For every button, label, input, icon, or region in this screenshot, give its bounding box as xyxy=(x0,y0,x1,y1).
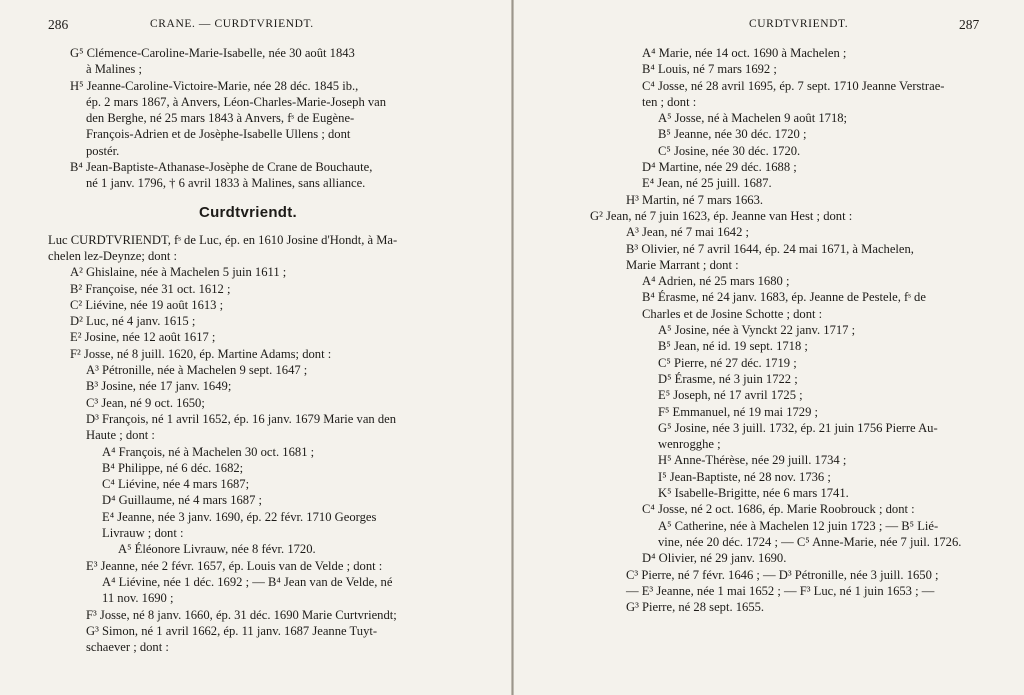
text-line: H³ Martin, né 7 mars 1663. xyxy=(626,192,764,207)
text-line: — E³ Jeanne, née 1 mai 1652 ; — F³ Luc, né 1 juin 1653 ; — xyxy=(626,583,935,598)
text-line: F² Josse, né 8 juill. 1620, ép. Martine Adams; dont : xyxy=(70,346,332,361)
text-line: 11 nov. 1690 ; xyxy=(102,591,174,606)
text-line: François-Adrien et de Josèphe-Isabelle Ullens ; dont xyxy=(86,127,351,142)
page-number: 287 xyxy=(959,17,980,32)
text-line: C⁴ Josse, né 28 avril 1695, ép. 7 sept. 1710 Jeanne Verstrae- xyxy=(642,78,945,93)
right-page xyxy=(514,0,1024,695)
right-page-text xyxy=(590,45,984,615)
text-line: C⁵ Josine, née 30 déc. 1720. xyxy=(658,143,801,158)
text-line: G³ Simon, né 1 avril 1662, ép. 11 janv. 1687 Jeanne Tuyt- xyxy=(86,623,378,638)
text-line: F³ Josse, né 8 janv. 1660, ép. 31 déc. 1690 Marie Curtvriendt; xyxy=(86,607,397,622)
text-line: A⁵ Josine, née à Vynckt 22 janv. 1717 ; xyxy=(658,323,856,338)
text-line: A⁵ Éléonore Livrauw, née 8 févr. 1720. xyxy=(118,542,316,557)
text-line: E² Josine, née 12 août 1617 ; xyxy=(70,330,216,345)
text-line: D² Luc, né 4 janv. 1615 ; xyxy=(70,314,196,329)
text-line: ép. 2 mars 1867, à Anvers, Léon-Charles-Marie-Joseph van xyxy=(86,94,387,109)
text-line: C³ Jean, né 9 oct. 1650; xyxy=(86,395,205,410)
text-line: B⁴ Philippe, né 6 déc. 1682; xyxy=(102,460,244,475)
text-line: Charles et de Josine Schotte ; dont : xyxy=(642,306,823,321)
text-line: D⁴ Guillaume, né 4 mars 1687 ; xyxy=(102,493,263,508)
text-line: B⁵ Jeanne, née 30 déc. 1720 ; xyxy=(658,127,807,142)
text-line: den Berghe, né 25 mars 1843 à Anvers, fˢ de Eugène- xyxy=(86,111,355,126)
text-line: A⁴ Liévine, née 1 déc. 1692 ; — B⁴ Jean van de Velde, né xyxy=(102,574,393,589)
text-line: G⁵ Clémence-Caroline-Marie-Isabelle, née 30 août 1843 xyxy=(70,46,355,60)
text-line: E⁵ Joseph, né 17 avril 1725 ; xyxy=(658,388,803,403)
text-line: E³ Jeanne, née 2 févr. 1657, ép. Louis van de Velde ; dont : xyxy=(86,558,383,573)
left-page-text xyxy=(48,45,448,655)
text-line: H⁵ Jeanne-Caroline-Victoire-Marie, née 28 déc. 1845 ib., xyxy=(70,78,359,93)
text-line: A³ Pétronille, née à Machelen 9 sept. 1647 ; xyxy=(86,363,308,378)
text-line: B⁴ Érasme, né 24 janv. 1683, ép. Jeanne de Pestele, fˢ de xyxy=(642,290,926,305)
text-line: F⁵ Emmanuel, né 19 mai 1729 ; xyxy=(658,404,819,419)
text-line: E⁴ Jeanne, née 3 janv. 1690, ép. 22 févr. 1710 Georges xyxy=(102,509,377,524)
text-line: G² Jean, né 7 juin 1623, ép. Jeanne van Hest ; dont : xyxy=(590,208,853,223)
text-line: D³ François, né 1 avril 1652, ép. 16 janv. 1679 Marie van den xyxy=(86,411,397,426)
text-line: Marie Marrant ; dont : xyxy=(626,257,739,272)
text-line: postér. xyxy=(86,143,120,158)
running-header: CRANE. — CURDTVRIENDT. xyxy=(150,18,314,30)
text-line: ten ; dont : xyxy=(642,94,697,109)
text-line: chelen lez-Deynze; dont : xyxy=(48,248,178,263)
text-line: vine, née 20 déc. 1724 ; — C⁵ Anne-Marie, née 7 juil. 1726. xyxy=(658,534,962,549)
text-line: C⁴ Liévine, née 4 mars 1687; xyxy=(102,477,250,492)
text-line: B³ Olivier, né 7 avril 1644, ép. 24 mai 1671, à Machelen, xyxy=(626,241,914,256)
text-line: Livrauw ; dont : xyxy=(102,526,184,541)
text-line: A⁵ Josse, né à Machelen 9 août 1718; xyxy=(658,111,848,126)
text-line: I⁵ Jean-Baptiste, né 28 nov. 1736 ; xyxy=(658,469,831,484)
text-line: A² Ghislaine, née à Machelen 5 juin 1611 ; xyxy=(70,265,287,280)
text-line: G³ Pierre, né 28 sept. 1655. xyxy=(626,600,765,615)
text-line: à Malines ; xyxy=(86,62,142,77)
text-line: K⁵ Isabelle-Brigitte, née 6 mars 1741. xyxy=(658,486,849,501)
text-line: wenrogghe ; xyxy=(658,437,721,452)
text-line: D⁴ Martine, née 29 déc. 1688 ; xyxy=(642,160,797,175)
text-line: Haute ; dont : xyxy=(86,428,155,443)
text-line: A⁵ Catherine, née à Machelen 12 juin 1723 ; — B⁵ Lié- xyxy=(658,518,939,533)
text-line: B⁴ Jean-Baptiste-Athanase-Josèphe de Crane de Bouchaute, xyxy=(70,160,373,175)
text-line: A⁴ Adrien, né 25 mars 1680 ; xyxy=(642,274,790,289)
text-line: Luc CURDTVRIENDT, fˢ de Luc, ép. en 1610 Josine d'Hondt, à Ma- xyxy=(48,232,398,247)
text-line: schaever ; dont : xyxy=(86,640,169,655)
text-line: B³ Josine, née 17 janv. 1649; xyxy=(86,379,232,394)
text-line: né 1 janv. 1796, † 6 avril 1833 à Malines, sans alliance. xyxy=(86,176,366,191)
text-line: C² Liévine, née 19 août 1613 ; xyxy=(70,297,224,312)
text-line: D⁵ Érasme, né 3 juin 1722 ; xyxy=(658,371,798,386)
text-line: G⁵ Josine, née 3 juill. 1732, ép. 21 juin 1756 Pierre Au- xyxy=(658,420,938,435)
text-line: A⁴ Marie, née 14 oct. 1690 à Machelen ; xyxy=(642,46,847,60)
text-line: H⁵ Anne-Thérèse, née 29 juill. 1734 ; xyxy=(658,453,847,468)
text-line: D⁴ Olivier, né 29 janv. 1690. xyxy=(642,551,787,566)
text-line: C⁴ Josse, né 2 oct. 1686, ép. Marie Roobrouck ; dont : xyxy=(642,502,915,517)
page-number: 286 xyxy=(48,17,69,32)
text-line: A³ Jean, né 7 mai 1642 ; xyxy=(626,225,750,240)
text-line: B⁵ Jean, né id. 19 sept. 1718 ; xyxy=(658,339,808,354)
running-header: CURDTVRIENDT. xyxy=(749,18,849,30)
text-line: B² Françoise, née 31 oct. 1612 ; xyxy=(70,281,231,296)
text-line: E⁴ Jean, né 25 juill. 1687. xyxy=(642,176,772,191)
text-line: C³ Pierre, né 7 févr. 1646 ; — D³ Pétronille, née 3 juill. 1650 ; xyxy=(626,567,939,582)
section-title: Curdtvriendt. xyxy=(198,203,298,221)
text-line: A⁴ François, né à Machelen 30 oct. 1681 ; xyxy=(102,444,315,459)
text-line: B⁴ Louis, né 7 mars 1692 ; xyxy=(642,62,777,77)
text-line: C⁵ Pierre, né 27 déc. 1719 ; xyxy=(658,355,797,370)
